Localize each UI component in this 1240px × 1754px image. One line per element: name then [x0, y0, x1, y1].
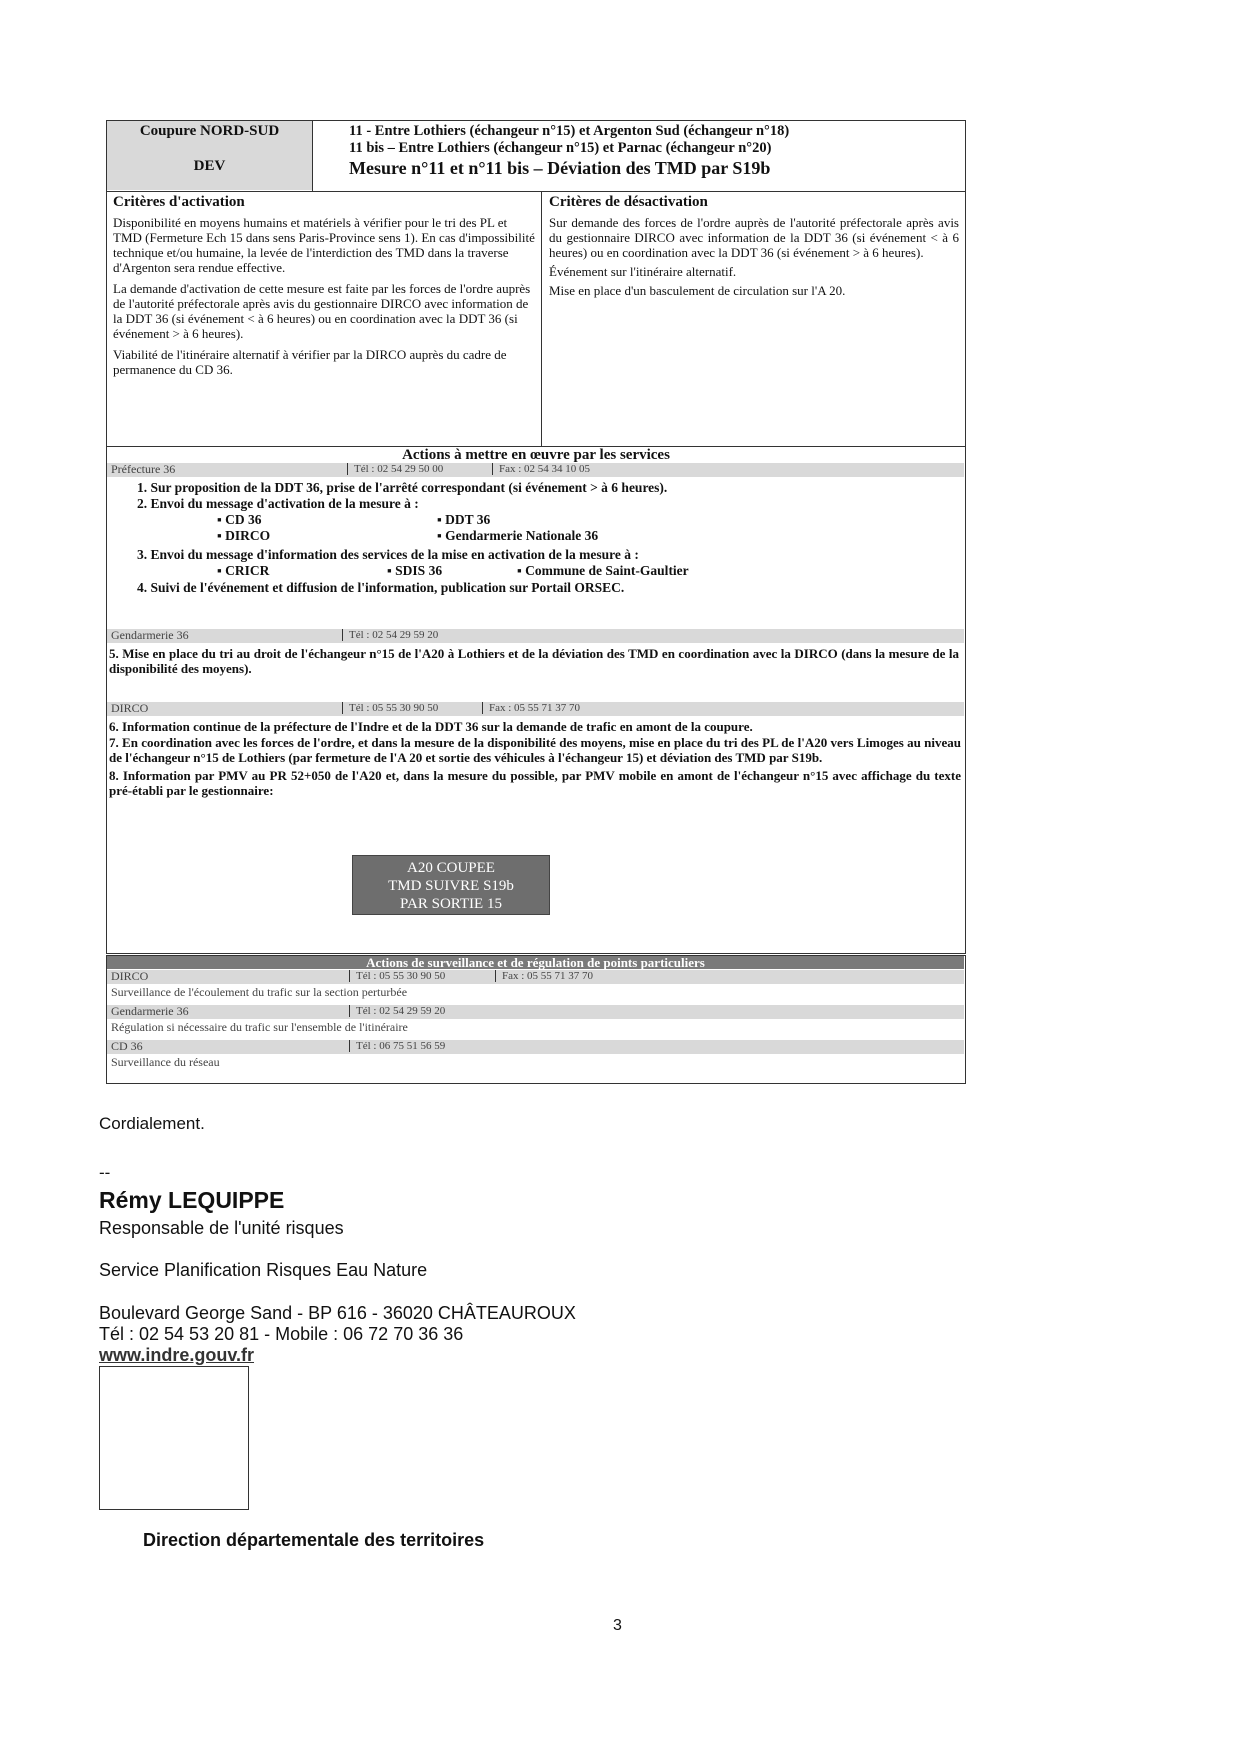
surv-dirco-name: DIRCO	[111, 969, 149, 983]
organization-name: Direction départementale des territoires	[143, 1530, 485, 1550]
signatory-phones: Tél : 02 54 53 20 81 - Mobile : 06 72 70 36 36	[99, 1324, 464, 1344]
action-item-5: 5. Mise en place du tri au droit de l'échangeur n°15 de l'A20 à Lothiers et de la déviation des TMD en coordination avec la DIRCO (dans la mesure de la disponibilité des moyens).	[109, 646, 959, 676]
recipient-ddt36: ▪ DDT 36	[437, 512, 491, 527]
measure-header	[106, 120, 966, 192]
recipient-dirco: ▪ DIRCO	[217, 528, 271, 543]
pmv-line-3: PAR SORTIE 15	[400, 896, 502, 912]
actions-table	[106, 446, 966, 954]
signatory-address: Boulevard George Sand - BP 616 - 36020 CHÂTEAUROUX	[99, 1303, 576, 1323]
header-measure-title: Mesure n°11 et n°11 bis – Déviation des TMD par S19b	[349, 158, 771, 178]
deactivation-p3: Mise en place d'un basculement de circulation sur l'A 20.	[549, 283, 846, 298]
header-left-cell	[107, 121, 312, 190]
header-right-cell	[319, 123, 959, 179]
prefecture-actions	[137, 480, 957, 595]
criteria-table	[106, 191, 966, 447]
signature-separator: --	[99, 1163, 111, 1182]
signatory-name: Rémy LEQUIPPE	[99, 1187, 285, 1213]
recipient-gendarmerie: ▪ Gendarmerie Nationale 36	[437, 528, 599, 543]
surv-row-dirco-header	[107, 970, 964, 984]
activation-title: Critères d'activation	[113, 194, 245, 210]
deactivation-p1: Sur demande des forces de l'ordre auprès de l'autorité préfectorale après avis du gestionnaire DIRCO avec information de la DDT 36 (si événement < à 6 heures) ou en coordination avec la DDT 36 (si événement > à 6 heures).	[549, 215, 959, 260]
prefecture-tel: Tél : 02 54 29 50 00	[347, 463, 443, 475]
activation-criteria	[113, 194, 537, 377]
action-item-4: 4. Suivi de l'événement et diffusion de l'information, publication sur Portail ORSEC.	[137, 580, 625, 595]
surv-gendarmerie-desc: Régulation si nécessaire du trafic sur l'ensemble de l'itinéraire	[111, 1020, 408, 1034]
logo-placeholder	[99, 1366, 249, 1510]
dirco-tel: Tél : 05 55 30 90 50	[342, 702, 438, 714]
surv-gendarmerie-tel: Tél : 02 54 29 59 20	[349, 1005, 445, 1017]
gendarmerie-header	[107, 629, 964, 643]
action-item-6: 6. Information continue de la préfecture de l'Indre et de la DDT 36 sur la demande de trafic en amont de la coupure.	[109, 719, 753, 734]
gendarmerie-name: Gendarmerie 36	[111, 628, 189, 642]
surv-row-cd36-header	[107, 1040, 964, 1054]
activation-p3: Viabilité de l'itinéraire alternatif à vérifier par la DIRCO auprès du cadre de permanence du CD 36.	[113, 347, 507, 377]
action-item-3: 3. Envoi du message d'information des services de la mise en activation de la mesure à :	[137, 547, 639, 562]
signatory-role: Responsable de l'unité risques	[99, 1218, 344, 1238]
header-measure-11: 11 - Entre Lothiers (échangeur n°15) et Argenton Sud (échangeur n°18)	[349, 123, 790, 139]
surv-cd36-tel: Tél : 06 75 51 56 59	[349, 1040, 445, 1052]
pmv-line-1: A20 COUPEE	[407, 860, 495, 876]
prefecture-fax: Fax : 02 54 34 10 05	[492, 463, 590, 475]
header-code: DEV	[193, 158, 226, 174]
dirco-name: DIRCO	[111, 701, 149, 715]
header-measure-11bis: 11 bis – Entre Lothiers (échangeur n°15) et Parnac (échangeur n°20)	[349, 140, 772, 156]
action-item-8: 8. Information par PMV au PR 52+050 de l'A20 et, dans la mesure du possible, par PMV mobile en amont de l'échangeur n°15 avec affichage du texte pré-établi par le gestionnaire:	[109, 768, 961, 798]
surveillance-title: Actions de surveillance et de régulation de points particuliers	[107, 956, 964, 969]
action-item-1: 1. Sur proposition de la DDT 36, prise de l'arrêté correspondant (si événement > à 6 heures).	[137, 480, 668, 495]
surv-row-gendarmerie-header	[107, 1005, 964, 1019]
closing-text: Cordialement.	[99, 1114, 205, 1133]
surv-gendarmerie-name: Gendarmerie 36	[111, 1004, 189, 1018]
surv-cd36-name: CD 36	[111, 1039, 143, 1053]
recipient-saint-gaultier: ▪ Commune de Saint-Gaultier	[517, 563, 689, 578]
deactivation-title: Critères de désactivation	[549, 194, 708, 210]
activation-p1: Disponibilité en moyens humains et matériels à vérifier pour le tri des PL et TMD (Fermeture Ech 15 dans sens Paris-Province sens 1). En cas d'impossibilité technique et/ou humaine, la levée de l'interdiction des TMD dans la traverse d'Argenton sera rendue effective.	[113, 215, 535, 275]
pmv-message-panel	[352, 855, 550, 915]
pmv-line-2: TMD SUIVRE S19b	[388, 878, 514, 894]
activation-recipients	[217, 512, 817, 546]
dirco-actions	[109, 719, 961, 798]
signatory-service: Service Planification Risques Eau Nature	[99, 1260, 428, 1280]
action-item-2: 2. Envoi du message d'activation de la mesure à :	[137, 496, 419, 511]
prefecture-name: Préfecture 36	[111, 462, 176, 476]
recipient-sdis36: ▪ SDIS 36	[387, 563, 443, 578]
action-item-7: 7. En coordination avec les forces de l'ordre, et dans la mesure de la disponibilité des moyens, mise en place du tri des PL de l'A20 vers Limoges au niveau de l'échangeur n°15 de Lothiers (par fermeture de l'A 20 et sortie des véhicules à l'échangeur 15) et déviation des TMD par S19b.	[109, 735, 961, 765]
information-recipients	[217, 563, 817, 579]
surveillance-table	[106, 955, 966, 1084]
deactivation-criteria	[549, 194, 959, 298]
surv-dirco-desc: Surveillance de l'écoulement du trafic sur la section perturbée	[111, 985, 408, 999]
surv-cd36-desc: Surveillance du réseau	[111, 1055, 220, 1069]
recipient-cd36: ▪ CD 36	[217, 512, 262, 527]
gendarmerie-tel: Tél : 02 54 29 59 20	[342, 629, 438, 641]
page-number: 3	[613, 1617, 622, 1634]
dirco-fax: Fax : 05 55 71 37 70	[482, 702, 580, 714]
surv-dirco-fax: Fax : 05 55 71 37 70	[495, 970, 593, 982]
prefecture-header	[107, 463, 964, 477]
activation-p2: La demande d'activation de cette mesure est faite par les forces de l'ordre auprès de l'autorité préfectorale après avis du gestionnaire DIRCO avec information de la DDT 36 (si événement < à 6 heures) ou en coordination avec la DDT 36 (si événement > à 6 heures).	[113, 281, 531, 341]
header-cut-type: Coupure NORD-SUD	[139, 123, 280, 139]
dirco-header	[107, 702, 964, 716]
actions-title: Actions à mettre en œuvre par les services	[402, 447, 670, 463]
deactivation-p2: Événement sur l'itinéraire alternatif.	[549, 264, 737, 279]
website-link[interactable]: www.indre.gouv.fr	[99, 1345, 255, 1365]
recipient-cricr: ▪ CRICR	[217, 563, 270, 578]
surv-dirco-tel: Tél : 05 55 30 90 50	[349, 970, 445, 982]
